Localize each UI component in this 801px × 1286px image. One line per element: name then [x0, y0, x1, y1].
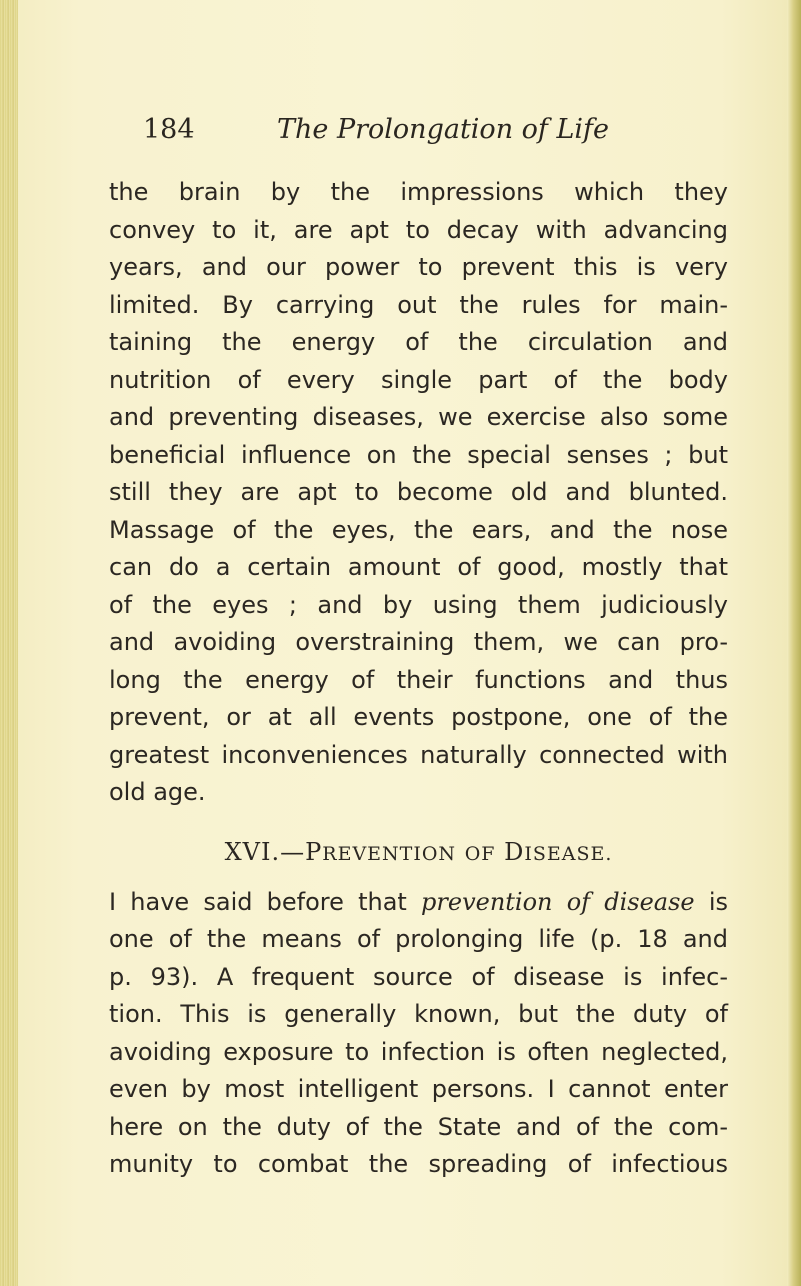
text-line: p. 93). A frequent source of disease is infec-	[109, 962, 728, 991]
text-line: Massage of the eyes, the ears, and the nose	[109, 515, 728, 544]
page-number: 184	[143, 114, 195, 145]
paragraph-1	[109, 174, 728, 812]
section-heading	[109, 812, 728, 878]
text-line: taining the energy of the circulation and	[109, 328, 728, 356]
italic-phrase: prevention of disease	[421, 887, 695, 916]
text-line: old age.	[109, 778, 206, 806]
paragraph-2	[109, 884, 728, 1184]
text-segment: is	[694, 887, 728, 916]
text-line: beneficial influence on the special senses ; but	[109, 440, 728, 469]
text-line: munity to combat the spreading of infectious	[109, 1150, 728, 1178]
text-line: avoiding exposure to infection is often neglected,	[109, 1037, 728, 1066]
section-dash: —	[280, 837, 306, 866]
text-line: one of the means of prolonging life (p. 18 and	[109, 925, 728, 953]
text-line: greatest inconveniences naturally connected with	[109, 740, 728, 769]
page-edge-right	[787, 0, 801, 1286]
heading-initial-p: P	[305, 837, 323, 866]
running-header	[143, 104, 723, 154]
text-line: of the eyes ; and by using them judiciously	[109, 590, 728, 619]
body-text	[109, 174, 728, 1184]
text-line: can do a certain amount of good, mostly that	[109, 553, 728, 581]
text-line: convey to it, are apt to decay with advancing	[109, 215, 728, 244]
text-line: years, and our power to prevent this is very	[109, 253, 728, 281]
heading-word-of: OF	[464, 842, 496, 865]
text-line: and preventing diseases, we exercise also some	[109, 403, 728, 431]
running-title: The Prolongation of Life	[277, 114, 610, 145]
text-line: here on the duty of the State and of the com-	[109, 1112, 728, 1141]
text-line: prevent, or at all events postpone, one of the	[109, 703, 728, 731]
text-line: still they are apt to become old and blunted.	[109, 478, 728, 506]
text-segment: I have said before that	[109, 887, 422, 916]
page-edge-left	[0, 0, 18, 1286]
text-line: the brain by the impressions which they	[109, 178, 728, 206]
text-line: even by most intelligent persons. I cannot enter	[109, 1075, 728, 1103]
heading-word-revention: REVENTION	[322, 842, 457, 865]
text-line: limited. By carrying out the rules for main-	[109, 290, 728, 319]
section-number: XVI.	[224, 837, 281, 866]
text-line: nutrition of every single part of the body	[109, 365, 728, 394]
text-line: long the energy of their functions and thus	[109, 665, 728, 694]
text-line	[109, 884, 728, 922]
text-line: tion. This is generally known, but the duty of	[109, 1000, 728, 1028]
text-line: and avoiding overstraining them, we can pro-	[109, 628, 728, 656]
heading-initial-d: D	[504, 837, 525, 866]
heading-word-isease: ISEASE.	[524, 842, 613, 865]
